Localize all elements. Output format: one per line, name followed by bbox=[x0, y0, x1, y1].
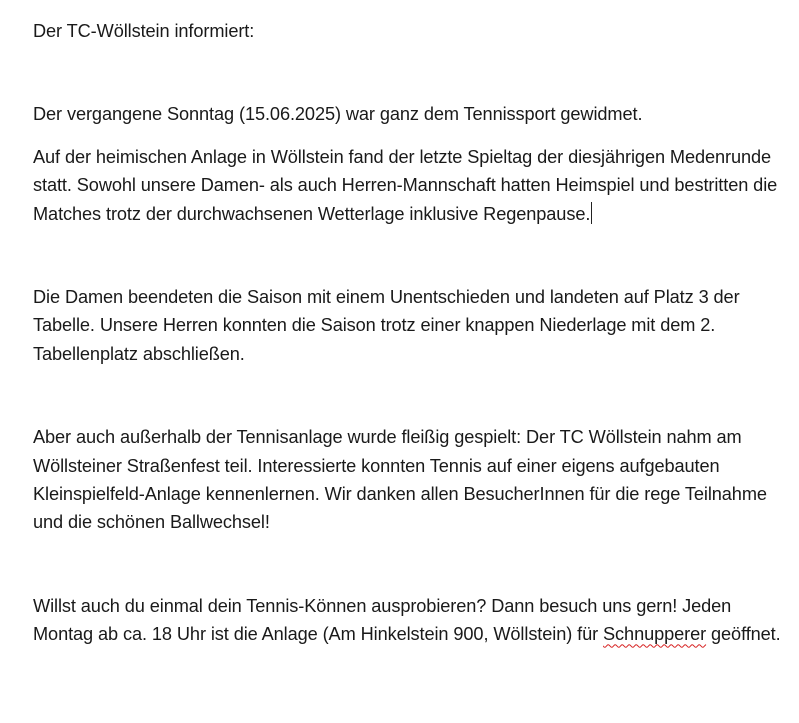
paragraph-2-text: Auf der heimischen Anlage in Wöllstein fand der letzte Spieltag der diesjährigen Medenrunde statt. Sowohl unsere Damen- als auch Herren-Mannschaft hatten Heimspiel und bestritten die Matches trotz der durchwachsenen Wetterlage inklusive Regenpause. bbox=[33, 146, 778, 224]
paragraph-5 bbox=[33, 592, 793, 649]
empty-line bbox=[33, 228, 793, 283]
empty-line bbox=[33, 368, 793, 423]
paragraph-spacing bbox=[33, 129, 793, 143]
text-cursor bbox=[591, 202, 592, 224]
paragraph-2 bbox=[33, 143, 793, 228]
document-body[interactable] bbox=[33, 17, 793, 649]
empty-line bbox=[33, 45, 793, 100]
spellcheck-flagged-word[interactable]: Schnupperer bbox=[603, 624, 707, 645]
paragraph-5-text-end: geöffnet. bbox=[706, 624, 781, 645]
document-heading: Der TC-Wöllstein informiert: bbox=[33, 21, 255, 41]
paragraph-5-text-start: Willst auch du einmal dein Tennis-Können ausprobieren? Dann besuch uns gern! Jeden Montag ab ca. 18 Uhr ist die Anlage (Am Hinkelstein 900, Wöllstein) für bbox=[33, 595, 732, 645]
paragraph-3: Die Damen beendeten die Saison mit einem Unentschieden und landeten auf Platz 3 der Tabelle. Unsere Herren konnten die Saison trotz einer knappen Niederlage mit dem 2. Tabellenplatz abschließen. bbox=[33, 287, 740, 364]
paragraph-4: Aber auch außerhalb der Tennisanlage wurde fleißig gespielt: Der TC Wöllstein nahm am Wöllsteiner Straßenfest teil. Interessierte konnten Tennis auf einer eigens aufgebauten Kleinspielfeld-Anlage kennenlernen. Wir danken allen BesucherInnen für die rege Teilnahme und die schönen Ballwechsel! bbox=[33, 427, 767, 533]
empty-line bbox=[33, 537, 793, 592]
paragraph-1: Der vergangene Sonntag (15.06.2025) war ganz dem Tennissport gewidmet. bbox=[33, 104, 643, 125]
